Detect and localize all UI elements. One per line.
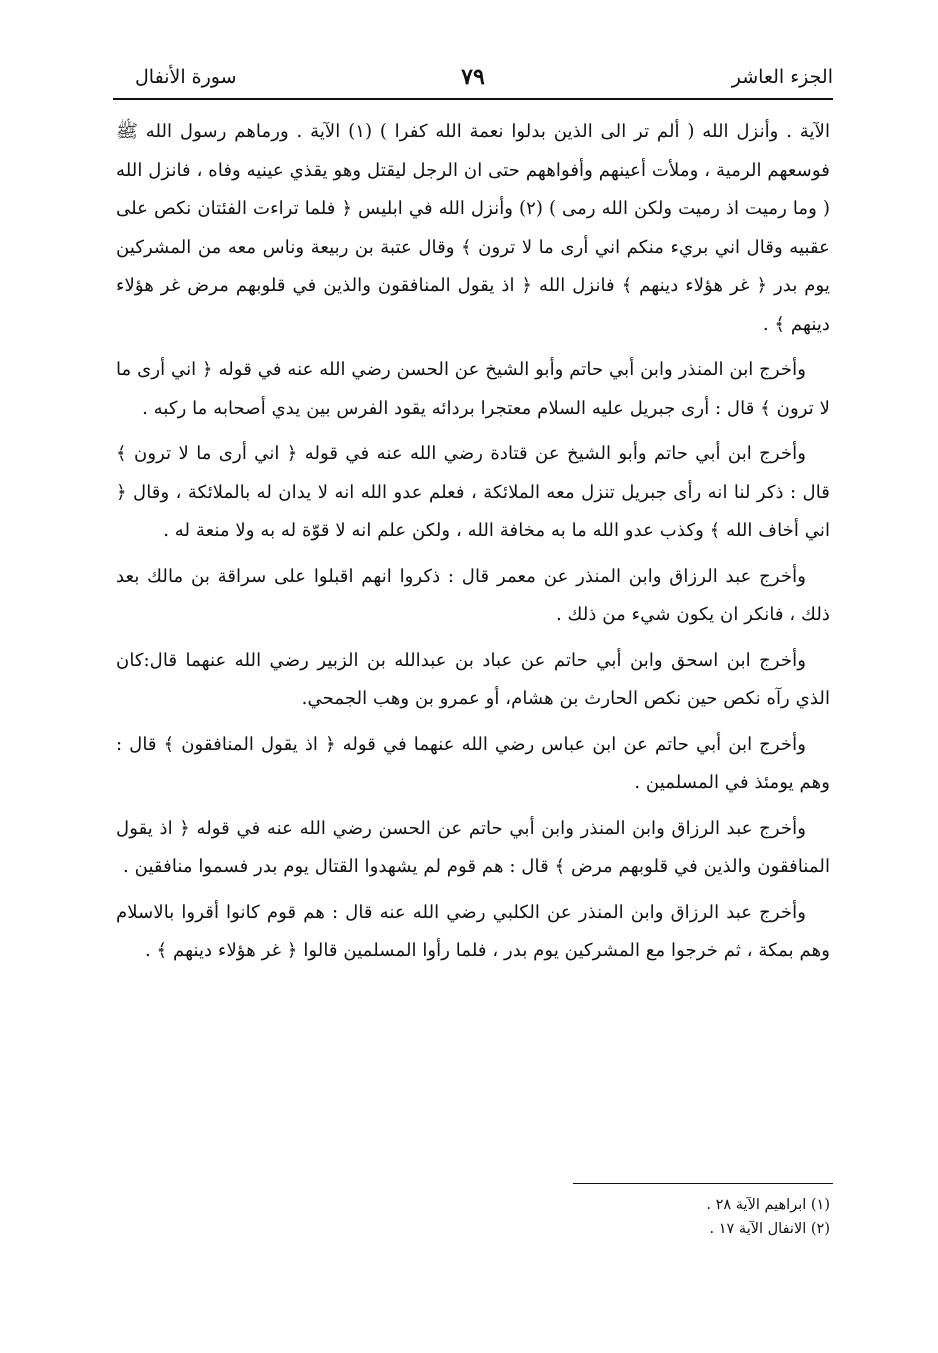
paragraph: وأخرج ابن المنذر وابن أبي حاتم وأبو الشيخ عن الحسن رضي الله عنه في قوله ﴿ اني أرى ما لا ترون ﴾ قال : أرى جبريل عليه السلام معتجرا بردائه يقود الفرس بين يدي أصحابه ما ركبه . (116, 359, 830, 419)
paragraph: وأخرج عبد الرزاق وابن المنذر وابن أبي حاتم عن الحسن رضي الله عنه في قوله ﴿ اذ يقول المنافقون والذين في قلوبهم مرض ﴾ قال : هم قوم لم يشهدوا القتال يوم بدر فسموا منافقين . (116, 817, 830, 877)
page-header (113, 42, 833, 100)
paragraph: وأخرج عبد الرزاق وابن المنذر عن الكلبي رضي الله عنه قال : هم قوم كانوا أقروا بالاسلام وهم بمكة ، ثم خرجوا مع المشركين يوم بدر ، فلما رأوا المسلمين قالوا ﴿ غر هؤلاء دينهم ﴾ . (116, 901, 830, 961)
paragraph: الآية . وأنزل الله ( ألم تر الى الذين بدلوا نعمة الله كفرا ) (١) الآية . ورماهم رسول الله ﷺ فوسعهم الرمية ، وملأت أعينهم وأفواههم حتى ان الرجل ليقتل وهو يقذي عينيه وفاه ، فانزل الله ( وما رميت اذ رميت ولكن الله رمى ) (٢) وأنزل الله في ابليس ﴿ فلما تراءت الفئتان نكص على عقبيه وقال اني بريء منكم اني أرى ما لا ترون ﴾ وقال عتبة بن ربيعة وناس معه من المشركين يوم بدر ﴿ غر هؤلاء دينهم ﴾ فانزل الله ﴿ اذ يقول المنافقون والذين في قلوبهم مرض غر هؤلاء دينهم ﴾ . (116, 121, 830, 335)
surah-title: سورة الأنفال (135, 66, 237, 88)
footnotes (560, 1193, 830, 1241)
paragraph: وأخرج ابن اسحق وابن أبي حاتم عن عباد بن عبدالله بن الزبير رضي الله عنهما قال:كان الذي رآه نكص حين نكص الحارث بن هشام، أو عمرو بن وهب الجمحي. (116, 649, 830, 709)
part-title: الجزء العاشر (731, 66, 833, 88)
paragraph: وأخرج عبد الرزاق وابن المنذر عن معمر قال : ذكروا انهم اقبلوا على سراقة بن مالك بعد ذلك ، فانكر ان يكون شيء من ذلك . (116, 565, 830, 625)
footnote: (١) ابراهيم الآية ٢٨ . (706, 1197, 830, 1213)
paragraph: وأخرج ابن أبي حاتم عن ابن عباس رضي الله عنهما في قوله ﴿ اذ يقول المنافقون ﴾ قال : وهم يومئذ في المسلمين . (116, 733, 830, 793)
footnote-divider (573, 1183, 833, 1184)
page-number: ٧٩ (461, 64, 485, 90)
main-text (116, 113, 830, 978)
footnote: (٢) الانفال الآية ١٧ . (709, 1221, 830, 1237)
paragraph: وأخرج ابن أبي حاتم وأبو الشيخ عن قتادة رضي الله عنه في قوله ﴿ اني أرى ما لا ترون ﴾ قال : ذكر لنا انه رأى جبريل تنزل معه الملائكة ، فعلم عدو الله انه لا يدان له بالملائكة ، وقال ﴿ اني أخاف الله ﴾ وكذب عدو الله ما به مخافة الله ، ولكن علم انه لا قوّة له به ولا منعة له . (116, 443, 830, 541)
